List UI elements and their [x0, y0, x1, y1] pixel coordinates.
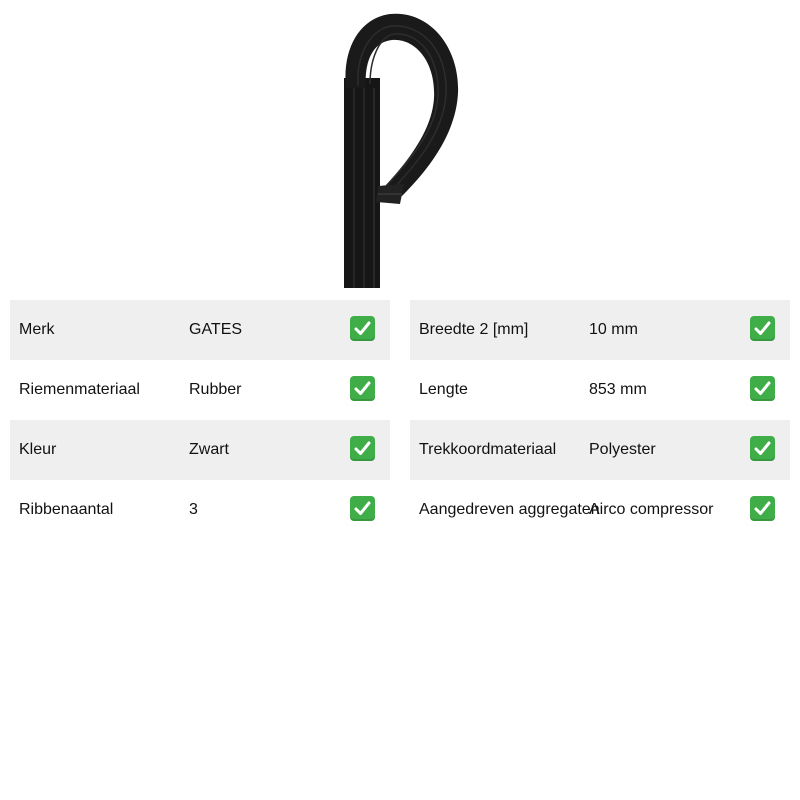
serpentine-belt-icon [320, 8, 480, 288]
check-mark-icon [350, 436, 375, 461]
spec-label: Breedte 2 [mm] [419, 321, 529, 338]
check-mark-icon [750, 496, 775, 521]
check-mark-icon [350, 496, 375, 521]
product-image [320, 8, 480, 288]
spec-table-left [10, 300, 390, 540]
check-mark-icon [750, 436, 775, 461]
check-mark-icon [350, 376, 375, 401]
spec-value: Airco compressor [589, 501, 714, 518]
spec-value: Rubber [189, 381, 242, 398]
spec-row [10, 360, 390, 420]
spec-label: Lengte [419, 381, 468, 398]
spec-label: Ribbenaantal [19, 501, 114, 518]
spec-value: GATES [189, 321, 243, 338]
spec-value: 3 [189, 501, 198, 518]
spec-value: Zwart [189, 441, 229, 458]
spec-value: 853 mm [589, 381, 647, 398]
spec-label: Merk [19, 321, 55, 338]
spec-value: 10 mm [589, 321, 638, 338]
spec-label: Kleur [19, 441, 57, 458]
spec-row [10, 420, 390, 480]
check-mark-icon [750, 316, 775, 341]
spec-row [410, 300, 790, 360]
spec-row [410, 360, 790, 420]
spec-row [10, 480, 390, 540]
spec-table-right [410, 300, 790, 540]
spec-label: Riemenmateriaal [19, 381, 140, 398]
spec-row [410, 480, 790, 540]
check-mark-icon [350, 316, 375, 341]
spec-label: Trekkoordmateriaal [419, 441, 557, 458]
spec-value: Polyester [589, 441, 656, 458]
spec-row [410, 420, 790, 480]
check-mark-icon [750, 376, 775, 401]
spec-label: Aangedreven aggregaten [419, 501, 600, 518]
spec-row [10, 300, 390, 360]
